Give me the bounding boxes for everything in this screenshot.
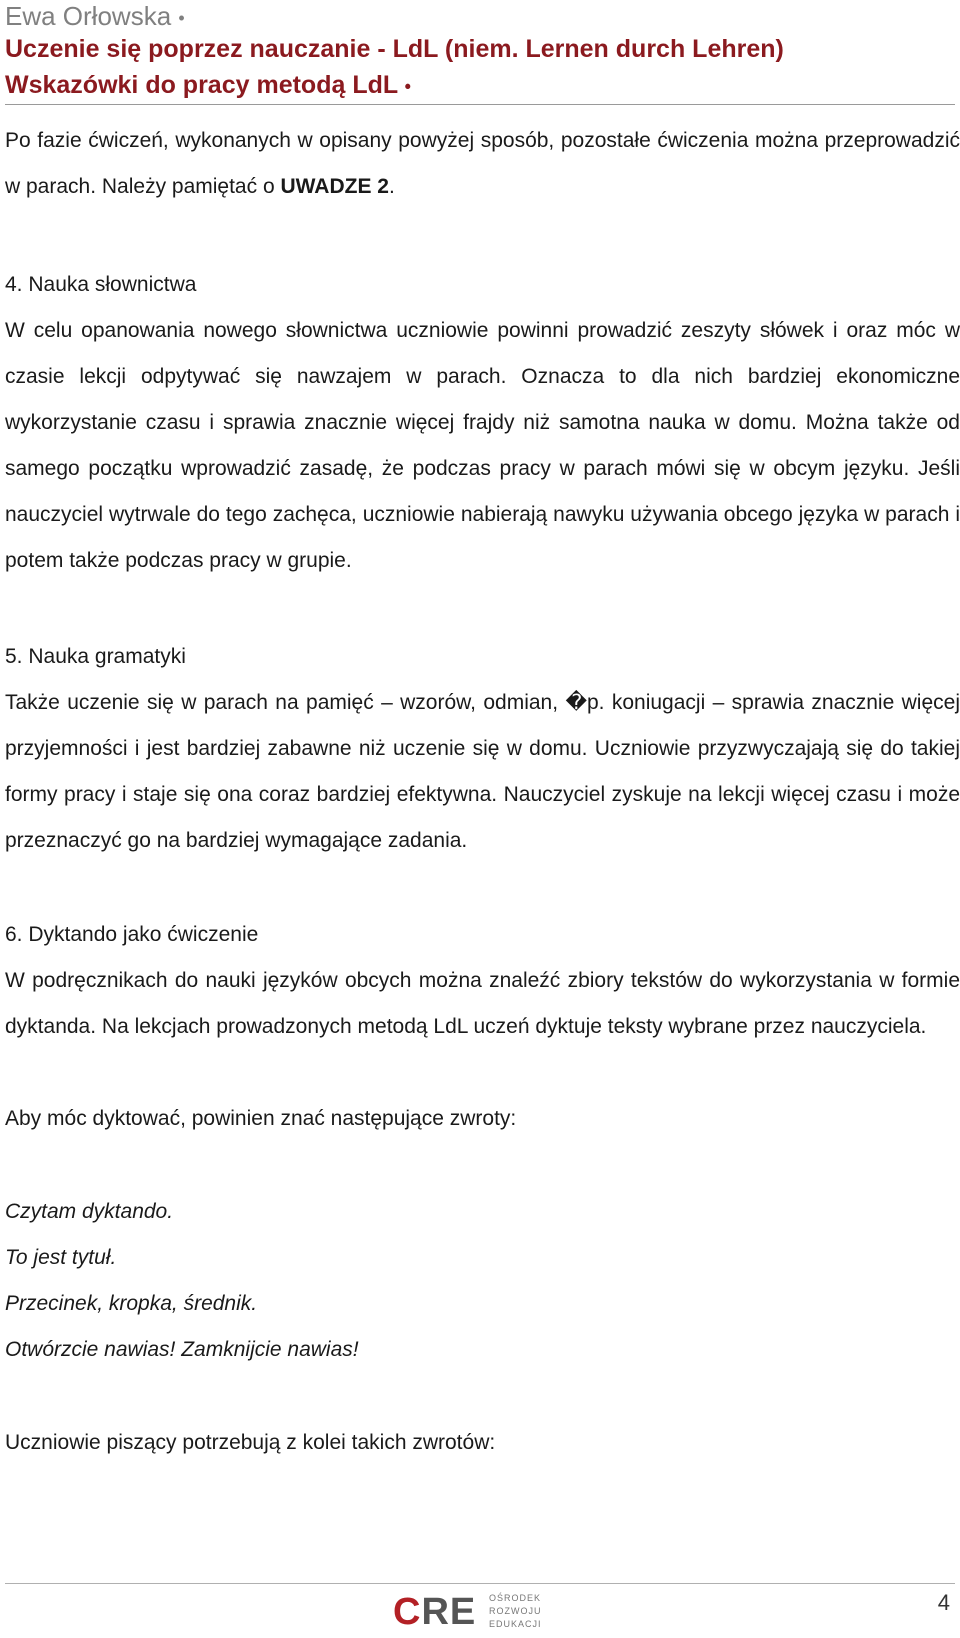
intro-paragraph: [5, 118, 960, 210]
header-divider: [5, 104, 955, 105]
section-6-heading: 6. Dyktando jako ćwiczenie: [5, 923, 259, 946]
ore-logo: [393, 1590, 553, 1634]
footer-divider: [5, 1583, 955, 1584]
logo-caption: [489, 1592, 542, 1631]
section-5-body: Także uczenie się w parach na pamięć – wzorów, odmian, �p. koniugacji – sprawia znacznie więcej przyjemności i jest bardziej zabawne niż uczenie się w domu. Uczniowie przyzwyczajają się do takiej formy pracy i staje się ona coraz bardziej efektywna. Nauczyciel zyskuje na lekcji więcej czasu i może przeznaczyć go na bardziej wymagające zadania.: [5, 691, 960, 852]
phrase-item: Czytam dyktando.: [5, 1200, 174, 1223]
intro-end: .: [388, 175, 395, 198]
logo-letters-re: RE: [421, 1591, 477, 1633]
phrase-item: To jest tytuł.: [5, 1246, 117, 1269]
document-subtitle: [5, 68, 411, 103]
section-4-heading: 4. Nauka słownictwa: [5, 273, 197, 296]
page-number: 4: [937, 1590, 950, 1615]
section-6-lead: Aby móc dyktować, powinien znać następujące zwroty:: [5, 1107, 517, 1130]
section-6-closing: Uczniowie piszący potrzebują z kolei takich zwrotów:: [5, 1431, 496, 1454]
author-name: [5, 0, 185, 34]
logo-line: OŚRODEK: [489, 1593, 542, 1603]
logo-letter-c: C: [393, 1591, 422, 1633]
section-5-heading: 5. Nauka gramatyki: [5, 645, 186, 668]
logo-line: EDUKACJI: [489, 1619, 542, 1629]
logo-wordmark: [393, 1590, 476, 1634]
phrase-item: Przecinek, kropka, średnik.: [5, 1292, 258, 1315]
subtitle-text: Wskazówki do pracy metodą LdL: [5, 71, 398, 99]
phrase-item: Otwórzcie nawias! Zamknijcie nawias!: [5, 1338, 359, 1361]
document-title: Uczenie się poprzez nauczanie - LdL (niem. Lernen durch Lehren): [5, 35, 784, 63]
logo-line: ROZWOJU: [489, 1606, 542, 1616]
subtitle-bullet: •: [404, 76, 411, 97]
intro-bold: UWADZE 2: [280, 175, 389, 198]
section-4-body: W celu opanowania nowego słownictwa uczniowie powinni prowadzić zeszyty słówek i oraz móc w czasie lekcji odpytywać się nawzajem w parach. Oznacza to dla nich bardziej ekonomiczne wykorzystanie czasu i sprawia znacznie więcej frajdy niż samotna nauka w domu. Można także od samego początku wprowadzić zasadę, że podczas pracy w parach mówi się w obcym języku. Jeśli nauczyciel wytrwale do tego zachęca, uczniowie nabierają nawyku używania obcego języka w parach i potem także podczas pracy w grupie.: [5, 319, 960, 572]
intro-text: Po fazie ćwiczeń, wykonanych w opisany powyżej sposób, pozostałe ćwiczenia można przeprowadzić w parach. Należy pamiętać o: [5, 129, 960, 198]
document-page: [5, 0, 960, 1638]
author-text: Ewa Orłowska: [5, 1, 172, 31]
section-6-body: W podręcznikach do nauki języków obcych można znaleźć zbiory tekstów do wykorzystania w formie dyktanda. Na lekcjach prowadzonych metodą LdL uczeń dyktuje teksty wybrane przez nauczyciela.: [5, 969, 960, 1038]
author-bullet: •: [178, 8, 185, 29]
